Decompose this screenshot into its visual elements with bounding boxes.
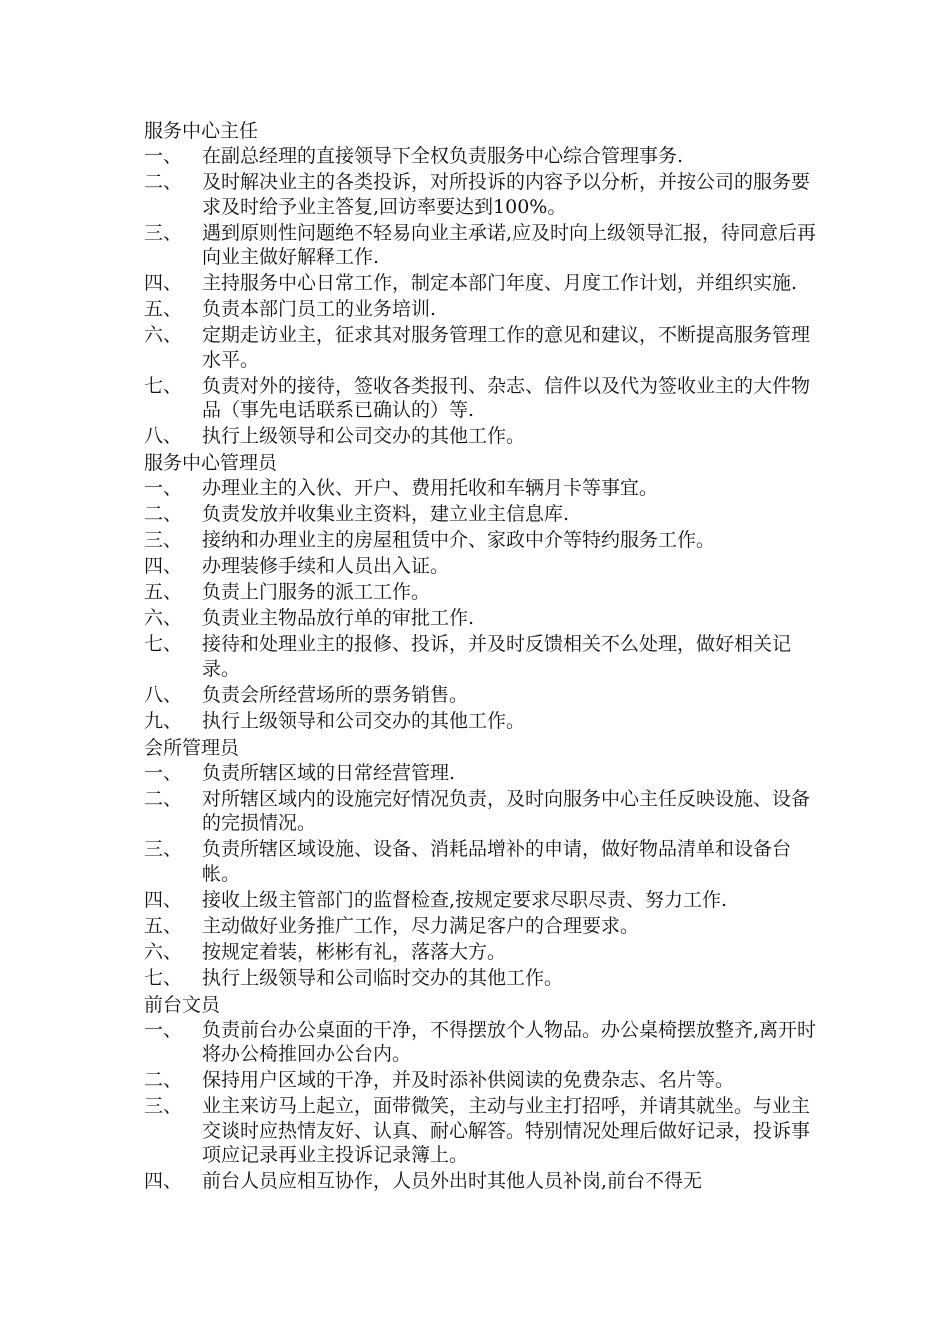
item-text: 负责业主物品放行单的审批工作.	[202, 607, 475, 629]
list-item	[144, 1094, 824, 1168]
section-title: 会所管理员	[144, 736, 240, 759]
list-item	[144, 787, 824, 836]
list-item	[144, 1018, 824, 1067]
item-number: 一、	[144, 1018, 183, 1041]
list-item	[144, 1169, 824, 1194]
item-text: 定期走访业主，征求其对服务管理工作的意见和建议，不断提高服务管理水平。	[202, 324, 811, 371]
item-text: 按规定着装，彬彬有礼，落落大方。	[202, 940, 507, 963]
section-title: 服务中心主任	[144, 120, 259, 142]
item-text: 保持用户区域的干净，并及时添补供阅读的免费杂志、名片等。	[202, 1069, 735, 1091]
list-item	[144, 221, 824, 270]
list-item	[144, 476, 824, 501]
list-item	[144, 888, 824, 913]
item-number: 五、	[144, 298, 183, 320]
item-text: 负责本部门员工的业务培训.	[202, 298, 437, 320]
list-item	[144, 1068, 824, 1093]
section-title: 前台文员	[144, 993, 221, 1016]
list-item	[144, 606, 824, 631]
item-number: 一、	[144, 761, 183, 784]
item-text: 负责所辖区域设施、设备、消耗品增补的申请，做好物品清单和设备台帐。	[202, 838, 792, 885]
list-item	[144, 297, 824, 322]
item-text: 及时解决业主的各类投诉，对所投诉的内容予以分析，并按公司的服务要求及时给予业主答复,回访率要达到100%。	[202, 171, 811, 218]
list-item	[144, 323, 824, 372]
item-text: 主持服务中心日常工作，制定本部门年度、月度工作计划，并组织实施.	[202, 272, 798, 294]
list-item	[144, 761, 824, 786]
item-text: 接收上级主管部门的监督检查,按规定要求尽职尽责、努力工作.	[202, 888, 728, 911]
item-number: 四、	[144, 1170, 183, 1192]
item-number: 二、	[144, 503, 183, 525]
item-text: 负责会所经营场所的票务销售。	[202, 683, 469, 706]
item-text: 负责发放并收集业主资料，建立业主信息库.	[202, 503, 570, 525]
item-number: 六、	[144, 940, 183, 963]
item-number: 二、	[144, 787, 183, 810]
item-number: 一、	[144, 477, 183, 499]
list-item	[144, 502, 824, 527]
list-item	[144, 837, 824, 886]
item-number: 二、	[144, 171, 183, 193]
item-text: 主动做好业务推广工作，尽力满足客户的合理要求。	[202, 914, 640, 937]
list-item	[144, 374, 824, 423]
item-number: 三、	[144, 838, 183, 860]
list-item	[144, 554, 824, 579]
list-item	[144, 144, 824, 169]
item-number: 四、	[144, 888, 183, 911]
item-text: 负责对外的接待，签收各类报刊、杂志、信件以及代为签收业主的大件物品（事先电话联系已确认的）等.	[202, 374, 811, 421]
item-text: 负责前台办公桌面的干净，不得摆放个人物品。办公桌椅摆放整齐,离开时将办公椅推回办公台内。	[202, 1018, 817, 1065]
item-number: 七、	[144, 966, 183, 989]
item-text: 办理业主的入伙、开户、费用托收和车辆月卡等事宜。	[202, 477, 659, 499]
item-text: 接纳和办理业主的房屋租赁中介、家政中介等特约服务工作。	[202, 529, 716, 551]
item-number: 三、	[144, 1095, 183, 1117]
item-number: 一、	[144, 145, 183, 167]
section-clubhouse-administrator	[144, 735, 824, 991]
item-number: 二、	[144, 1069, 183, 1091]
list-item	[144, 683, 824, 708]
item-number: 八、	[144, 683, 183, 706]
item-number: 五、	[144, 581, 183, 603]
list-item	[144, 170, 824, 219]
document-body	[144, 118, 824, 1195]
item-number: 三、	[144, 221, 183, 244]
list-item	[144, 632, 824, 681]
item-text: 对所辖区域内的设施完好情况负责，及时向服务中心主任反映设施、设备的完损情况。	[202, 787, 811, 834]
list-item	[144, 580, 824, 605]
list-item	[144, 424, 824, 449]
item-text: 执行上级领导和公司临时交办的其他工作。	[202, 966, 564, 989]
section-service-center-administrator	[144, 450, 824, 733]
item-text: 办理装修手续和人员出入证。	[202, 555, 450, 577]
item-number: 七、	[144, 374, 183, 397]
item-text: 在副总经理的直接领导下全权负责服务中心综合管理事务.	[202, 145, 684, 167]
item-text: 遇到原则性问题绝不轻易向业主承诺,应及时向上级领导汇报，待同意后再向业主做好解释工作.	[202, 221, 817, 268]
item-text: 执行上级领导和公司交办的其他工作。	[202, 709, 526, 732]
section-front-desk-clerk	[144, 992, 824, 1194]
list-item	[144, 709, 824, 734]
item-number: 九、	[144, 709, 183, 732]
item-number: 六、	[144, 324, 183, 346]
item-number: 四、	[144, 555, 183, 577]
item-number: 七、	[144, 633, 183, 655]
item-number: 三、	[144, 529, 183, 551]
list-item	[144, 914, 824, 939]
item-text: 接待和处理业主的报修、投诉，并及时反馈相关不么处理，做好相关记录。	[202, 633, 792, 680]
list-item	[144, 271, 824, 296]
list-item	[144, 940, 824, 965]
list-item	[144, 528, 824, 553]
item-number: 五、	[144, 914, 183, 937]
item-number: 八、	[144, 425, 183, 447]
item-number: 四、	[144, 272, 183, 294]
section-title: 服务中心管理员	[144, 452, 278, 474]
list-item	[144, 966, 824, 991]
item-number: 六、	[144, 607, 183, 629]
item-text: 负责上门服务的派工工作。	[202, 581, 431, 603]
item-text: 执行上级领导和公司交办的其他工作。	[202, 425, 526, 447]
item-text: 业主来访马上起立，面带微笑，主动与业主打招呼，并请其就坐。与业主交谈时应热情友好、认真、耐心解答。特别情况处理后做好记录，投诉事项应记录再业主投诉记录簿上。	[202, 1095, 811, 1166]
item-text: 负责所辖区域的日常经营管理.	[202, 761, 456, 784]
section-service-center-director	[144, 118, 824, 449]
item-text: 前台人员应相互协作，人员外出时其他人员补岗,前台不得无	[202, 1170, 703, 1192]
